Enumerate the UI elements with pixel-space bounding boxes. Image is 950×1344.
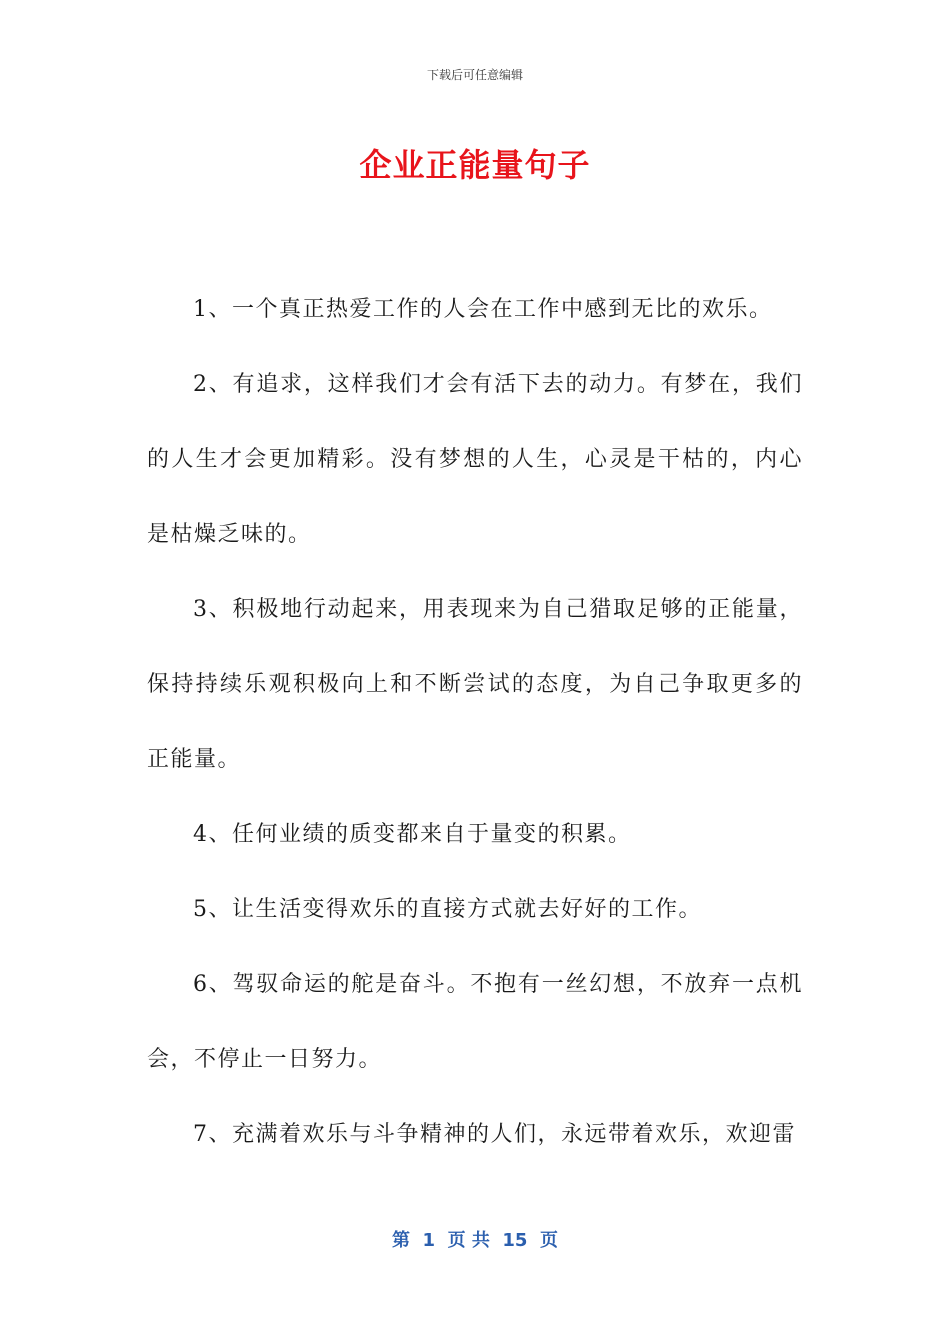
paragraph-5: 5、让生活变得欢乐的直接方式就去好好的工作。 <box>193 897 702 922</box>
paragraph-3: 3、积极地行动起来，用表现来为自己猎取足够的正能量，保持持续乐观积极向上和不断尝试的态度，为自己争取更多的正能量。 <box>147 597 803 772</box>
paragraph-4: 4、任何业绩的质变都来自于量变的积累。 <box>193 822 632 847</box>
document-body <box>147 272 803 1172</box>
paragraph-1: 1、一个真正热爱工作的人会在工作中感到无比的欢乐。 <box>193 297 773 322</box>
paragraph-6: 6、驾驭命运的舵是奋斗。不抱有一丝幻想，不放弃一点机会，不停止一日努力。 <box>147 972 803 1072</box>
page-number-footer: 第 1 页 共 15 页 <box>392 1230 558 1251</box>
paragraph-7: 7、充满着欢乐与斗争精神的人们，永远带着欢乐，欢迎雷 <box>193 1122 796 1147</box>
paragraph-2: 2、有追求，这样我们才会有活下去的动力。有梦在，我们的人生才会更加精彩。没有梦想的人生，心灵是干枯的，内心是枯燥乏味的。 <box>147 372 803 547</box>
page-title: 企业正能量句子 <box>359 146 591 184</box>
header-note: 下载后可任意编辑 <box>426 68 523 82</box>
